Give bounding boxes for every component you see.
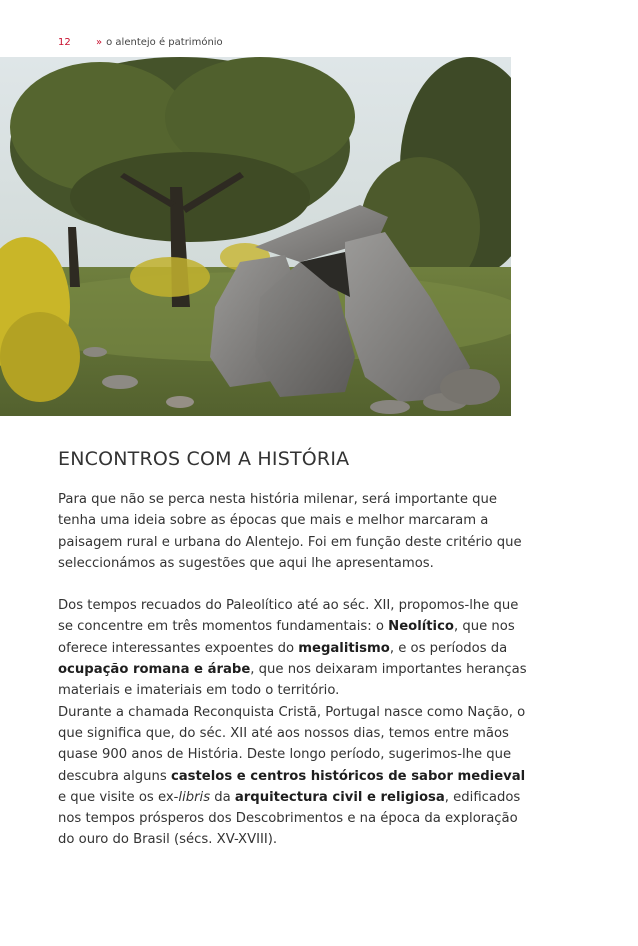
text-run: e que visite os ex- [58,789,179,805]
page-title: ENCONTROS COM A HISTÓRIA [58,448,350,470]
section-title: o alentejo é património [106,37,223,48]
text-run: , e os períodos da [389,640,508,656]
emphasis-ocupacao: ocupação romana e árabe [58,662,251,678]
text-run: , edificados nos tempos prósperos dos Descobrimentos e na época da exploração do ouro do Brasil (sécs. XV-XVIII). [58,789,521,848]
paragraph-gap [58,574,528,595]
emphasis-megalitismo: megalitismo [298,640,390,656]
text-run: Dos tempos recuados do Paleolítico até ao séc. XII, propomos-lhe que se concentre em três momentos fundamentais: o [58,598,519,635]
emphasis-arquitectura: arquitectura civil e religiosa [234,789,445,805]
text-run: , que nos deixaram importantes heranças materiais e imateriais em todo o território. [58,662,527,699]
paragraph-prehistory [58,595,528,701]
body-text [58,489,528,851]
separator-glyph: » [96,37,103,48]
italic-libris: libris [178,789,211,805]
dolmen-landscape-photo [0,57,511,416]
emphasis-neolitico: Neolítico [388,619,454,635]
running-header [58,37,223,48]
text-run: , que nos oferece interessantes expoentes do [58,619,515,656]
emphasis-castelos: castelos e centros históricos de sabor medieval [170,768,526,784]
page-number: 12 [58,37,71,48]
text-run: da [210,789,235,805]
paragraph-intro: Para que não se perca nesta história milenar, será importante que tenha uma ideia sobre as épocas que mais e melhor marcaram a paisagem rural e urbana do Alentejo. Foi em função deste critério que seleccionámos as sugestões que aqui lhe apresentamos. [58,492,522,571]
paragraph-reconquista [58,702,528,851]
text-run: Durante a chamada Reconquista Cristã, Portugal nasce como Nação, o que significa que, do séc. XII até aos nossos dias, temos entre mãos quase 900 anos de História. Deste longo período, sugerimos-lhe que descubra alguns [58,704,526,784]
